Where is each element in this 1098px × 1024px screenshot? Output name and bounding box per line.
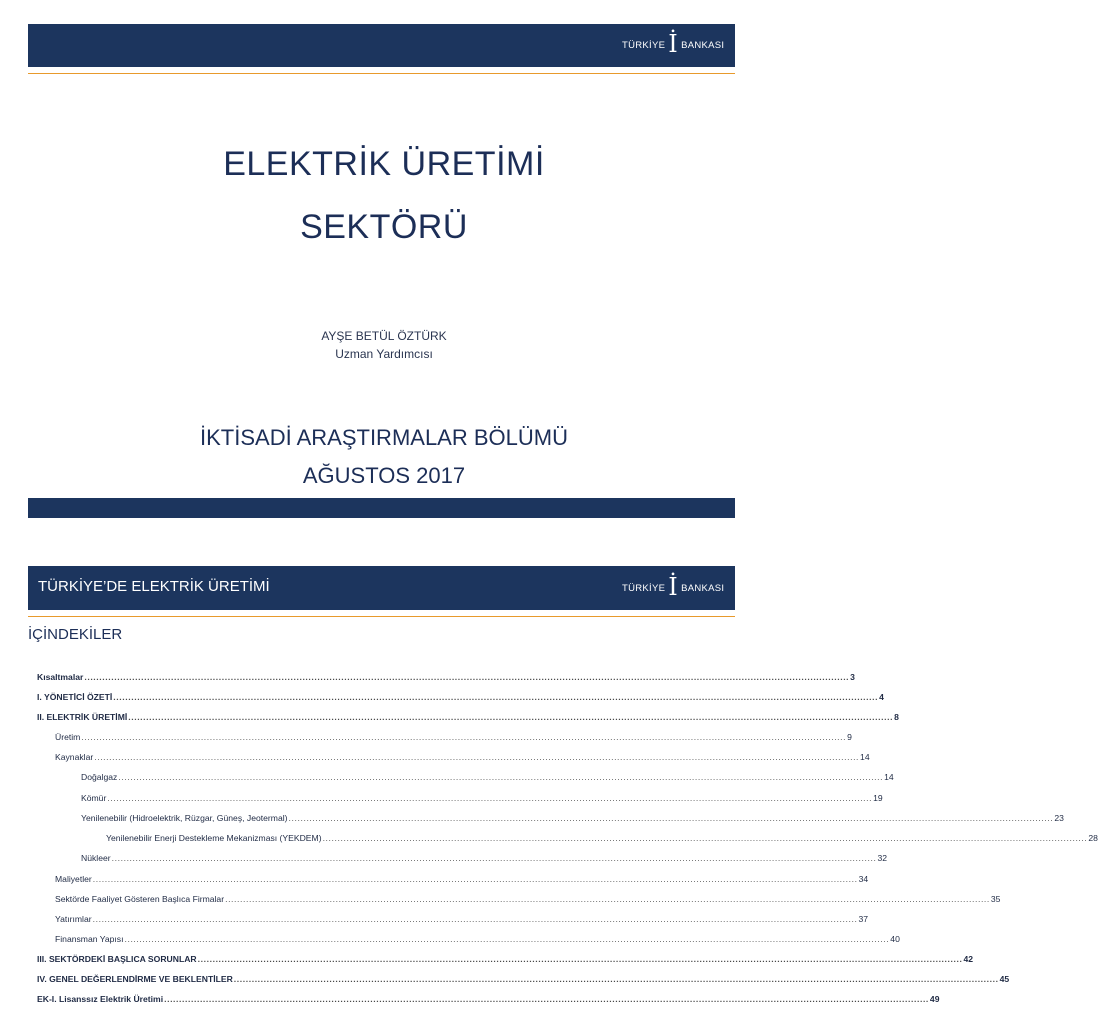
- toc-entry-lisanssiz[interactable]: [37, 994, 940, 1006]
- cover-orange-rule: [28, 73, 735, 74]
- toc-leader-dots: ................................................................................................................................................................................................................................................................: [164, 994, 929, 1004]
- toc-leader-dots: ................................................................................................................................................................................................................................................................: [81, 732, 847, 742]
- toc-leader-dots: ................................................................................................................................................................................................................................................................: [288, 813, 1054, 823]
- toc-leader-dots: ................................................................................................................................................................................................................................................................: [124, 934, 890, 944]
- toc-leader-dots: ................................................................................................................................................................................................................................................................: [92, 914, 858, 924]
- toc-heading: İÇİNDEKİLER: [28, 626, 123, 643]
- logo-left-text: TÜRKİYE: [622, 582, 666, 594]
- toc-leader-dots: ................................................................................................................................................................................................................................................................: [113, 692, 879, 702]
- section-orange-rule: [28, 616, 735, 617]
- toc-entry-label: Yenilenebilir Enerji Destekleme Mekanizması (YEKDEM): [106, 833, 322, 843]
- author-name: AYŞE BETÜL ÖZTÜRK: [321, 329, 447, 343]
- toc-leader-dots: ................................................................................................................................................................................................................................................................: [128, 712, 894, 722]
- section-header-title: TÜRKİYE’DE ELEKTRİK ÜRETİMİ: [38, 578, 270, 595]
- toc-entry-sorunlar[interactable]: [37, 954, 974, 966]
- toc-entry-label: Doğalgaz: [81, 772, 118, 782]
- toc-entry-uretim[interactable]: [55, 732, 852, 744]
- author-title: Uzman Yardımcısı: [335, 347, 433, 361]
- toc-entry-page: 40: [890, 934, 900, 944]
- logo-left-text: TÜRKİYE: [622, 39, 666, 51]
- toc-entry-label: Yatırımlar: [55, 914, 92, 924]
- toc-entry-label: Kömür: [81, 793, 107, 803]
- toc-leader-dots: ................................................................................................................................................................................................................................................................: [118, 772, 884, 782]
- toc-entry-degerlendirme[interactable]: [37, 974, 1010, 986]
- toc-entry-page: 4: [879, 692, 884, 702]
- toc-entry-label: EK-I. Lisanssız Elektrik Üretimi: [37, 994, 164, 1004]
- toc-entry-page: 19: [873, 793, 883, 803]
- toc-entry-label: Kaynaklar: [55, 752, 94, 762]
- bank-logo-section: [622, 573, 725, 601]
- bank-logo: [622, 30, 725, 58]
- toc-leader-dots: ................................................................................................................................................................................................................................................................: [94, 752, 860, 762]
- toc-entry-label: Maliyetler: [55, 874, 92, 884]
- toc-entry-page: 34: [858, 874, 869, 884]
- toc-entry-firmalar[interactable]: [55, 894, 1001, 906]
- cover-title-line1: ELEKTRİK ÜRETİMİ: [223, 145, 545, 183]
- toc-entry-maliyetler[interactable]: [55, 874, 869, 886]
- toc-entry-yenilenebilir[interactable]: [81, 813, 1064, 825]
- toc-entry-elektrik-uretimi[interactable]: [37, 712, 899, 724]
- toc-entry-label: IV. GENEL DEĞERLENDİRME VE BEKLENTİLER: [37, 974, 233, 984]
- report-date: AĞUSTOS 2017: [302, 463, 466, 488]
- logo-mark-icon: İ: [668, 573, 679, 601]
- toc-entry-komur[interactable]: [81, 793, 883, 805]
- department-name: İKTİSADİ ARAŞTIRMALAR BÖLÜMÜ: [200, 425, 568, 450]
- toc-entry-label: Yenilenebilir (Hidroelektrik, Rüzgar, Güneş, Jeotermal): [81, 813, 288, 823]
- toc-entry-nukleer[interactable]: [81, 853, 888, 865]
- toc-entry-label: Finansman Yapısı: [55, 934, 124, 944]
- toc-entry-page: 8: [894, 712, 899, 722]
- toc-leader-dots: ................................................................................................................................................................................................................................................................: [107, 793, 873, 803]
- toc-entry-page: 23: [1054, 813, 1064, 823]
- toc-entry-yatirimlar[interactable]: [55, 914, 868, 926]
- toc-entry-label: II. ELEKTRİK ÜRETİMİ: [37, 712, 128, 722]
- toc-entry-label: III. SEKTÖRDEKİ BAŞLICA SORUNLAR: [37, 954, 197, 964]
- toc-entry-yonetici-ozeti[interactable]: [37, 692, 884, 704]
- toc-leader-dots: ................................................................................................................................................................................................................................................................: [84, 672, 850, 682]
- toc-entry-label: Sektörde Faaliyet Gösteren Başlıca Firmalar: [55, 894, 225, 904]
- toc-entry-page: 9: [847, 732, 852, 742]
- toc-leader-dots: ................................................................................................................................................................................................................................................................: [197, 954, 963, 964]
- logo-right-text: BANKASI: [681, 582, 725, 594]
- toc-entry-label: Kısaltmalar: [37, 672, 84, 682]
- toc-entry-page: 32: [877, 853, 888, 863]
- toc-entry-kaynaklar[interactable]: [55, 752, 870, 764]
- toc-leader-dots: ................................................................................................................................................................................................................................................................: [233, 974, 999, 984]
- logo-right-text: BANKASI: [681, 39, 725, 51]
- cover-title-line2: SEKTÖRÜ: [300, 208, 468, 246]
- toc-entry-page: 35: [990, 894, 1001, 904]
- toc-entry-page: 28: [1088, 833, 1098, 843]
- toc-entry-yekdem[interactable]: [106, 833, 1098, 845]
- toc-entry-dogalgaz[interactable]: [81, 772, 894, 784]
- toc-entry-page: 45: [999, 974, 1010, 984]
- toc-entry-label: I. YÖNETİCİ ÖZETİ: [37, 692, 113, 702]
- toc-leader-dots: ................................................................................................................................................................................................................................................................: [111, 853, 877, 863]
- toc-leader-dots: ................................................................................................................................................................................................................................................................: [225, 894, 990, 904]
- toc-entry-kisaltmalar[interactable]: [37, 672, 855, 684]
- toc-entry-label: Nükleer: [81, 853, 111, 863]
- toc-entry-page: 42: [963, 954, 974, 964]
- toc-entry-label: Üretim: [55, 732, 81, 742]
- toc-entry-page: 49: [929, 994, 940, 1004]
- toc-entry-finansman[interactable]: [55, 934, 900, 946]
- toc-leader-dots: ................................................................................................................................................................................................................................................................: [92, 874, 858, 884]
- toc-entry-page: 14: [884, 772, 894, 782]
- cover-bottom-banner: [28, 498, 735, 518]
- toc-leader-dots: ................................................................................................................................................................................................................................................................: [322, 833, 1088, 843]
- toc-entry-page: 14: [860, 752, 870, 762]
- toc-entry-page: 37: [858, 914, 868, 924]
- logo-mark-icon: İ: [668, 30, 679, 58]
- toc-entry-page: 3: [850, 672, 855, 682]
